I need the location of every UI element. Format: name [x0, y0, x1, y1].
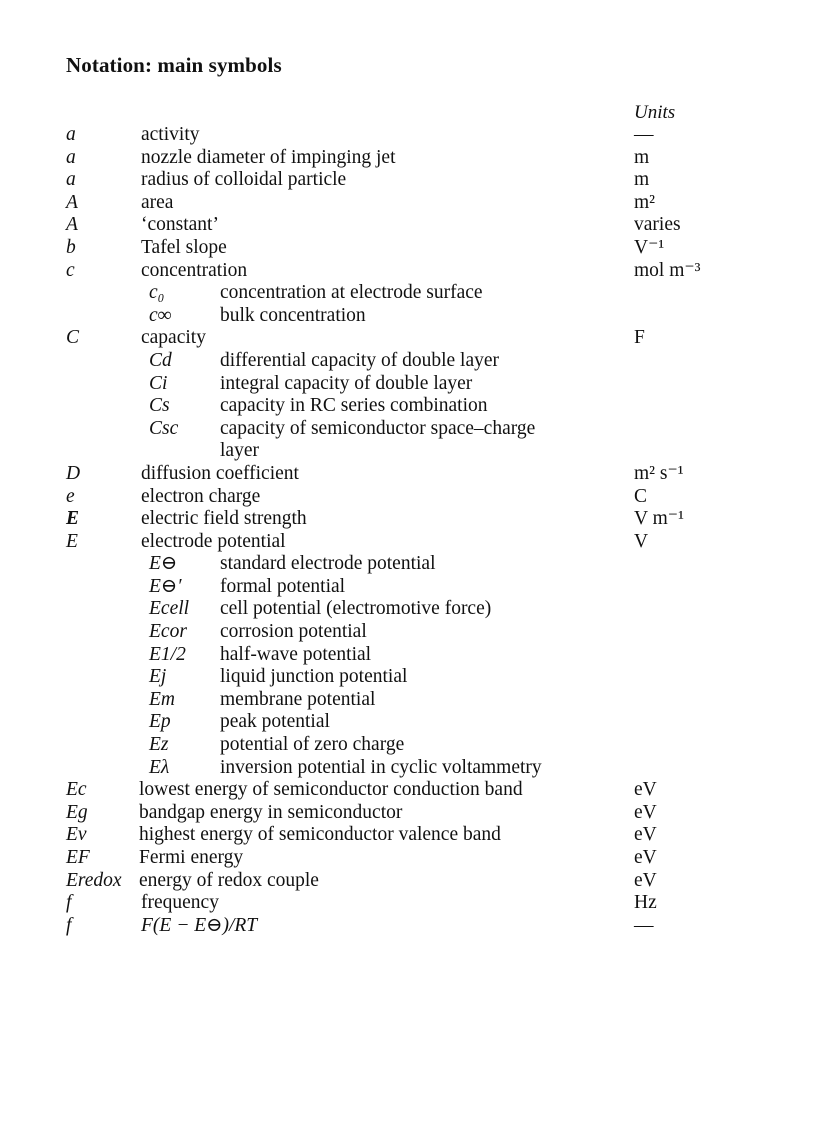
units-column-header: Units [634, 102, 676, 123]
unit: V m⁻¹ [634, 508, 684, 530]
unit: m² s⁻¹ [634, 462, 684, 484]
unit: Hz [634, 892, 657, 914]
description: electrode potential [141, 530, 286, 552]
table-row [0, 395, 816, 418]
table-row [0, 915, 816, 938]
unit: — [634, 124, 654, 145]
description: formal potential [220, 575, 346, 597]
unit: — [634, 914, 654, 936]
description: capacity of semiconductor space–charge [220, 417, 536, 439]
table-row [0, 779, 816, 802]
symbol: Csc [149, 417, 179, 439]
description: Fermi energy [139, 847, 244, 868]
symbol: a [66, 124, 76, 145]
description: energy of redox couple [139, 869, 319, 891]
table-row [0, 757, 816, 780]
table-row [0, 553, 816, 576]
description: concentration [141, 259, 248, 281]
symbol: Eλ [149, 756, 170, 778]
table-row [0, 214, 816, 237]
description: capacity in RC series combination [220, 395, 488, 417]
symbol: Em [149, 688, 175, 710]
description: membrane potential [220, 688, 376, 710]
table-row [0, 711, 816, 734]
description: Tafel slope [141, 236, 227, 258]
symbol: b [66, 236, 76, 258]
description: bulk concentration [220, 304, 366, 326]
table-row [0, 870, 816, 893]
description: cell potential (electromotive force) [220, 598, 492, 620]
symbol: c [66, 259, 75, 281]
table-row [0, 598, 816, 621]
description: electric field strength [141, 508, 307, 530]
symbol: a [66, 146, 76, 168]
unit: eV [634, 847, 657, 868]
symbol: Ez [149, 734, 169, 756]
symbol: a [66, 169, 76, 191]
description: ‘constant’ [141, 214, 219, 236]
description: differential capacity of double layer [220, 349, 500, 371]
description: concentration at electrode surface [220, 282, 483, 304]
table-row [0, 576, 816, 599]
description: electron charge [141, 485, 261, 507]
table-row [0, 802, 816, 825]
description: potential of zero charge [220, 734, 405, 756]
table-row [0, 463, 816, 486]
page-title: Notation: main symbols [66, 53, 282, 77]
symbol: Eg [66, 801, 88, 823]
table-row [0, 666, 816, 689]
symbol: E⊖ [149, 553, 178, 575]
description: standard electrode potential [220, 553, 436, 575]
symbol: Ec [66, 779, 87, 801]
table-row [0, 327, 816, 350]
symbol: f [66, 914, 72, 936]
description: corrosion potential [220, 621, 367, 643]
description: lowest energy of semiconductor conduction band [139, 779, 523, 801]
unit: eV [634, 779, 657, 801]
notation-table [0, 124, 816, 937]
symbol: Ci [149, 372, 168, 394]
table-row [0, 440, 816, 463]
table-row [0, 237, 816, 260]
unit: varies [634, 214, 681, 236]
table-row [0, 689, 816, 712]
symbol: Ep [149, 711, 171, 733]
table-row [0, 305, 816, 328]
table-row [0, 734, 816, 757]
table-row [0, 531, 816, 554]
symbol: f [66, 892, 72, 914]
table-row [0, 486, 816, 509]
symbol: e [66, 485, 75, 507]
symbol: Cd [149, 349, 172, 371]
symbol: Cs [149, 395, 170, 417]
unit: m [634, 169, 650, 191]
unit: V [634, 530, 649, 552]
table-row [0, 169, 816, 192]
table-row [0, 147, 816, 170]
table-row [0, 621, 816, 644]
symbol: Ecor [149, 621, 187, 643]
table-row [0, 373, 816, 396]
unit: eV [634, 824, 657, 846]
description: layer [220, 440, 259, 462]
description: inversion potential in cyclic voltammetry [220, 756, 542, 778]
table-row [0, 350, 816, 373]
description: nozzle diameter of impinging jet [141, 146, 396, 168]
symbol: E [66, 530, 78, 552]
table-row [0, 418, 816, 441]
unit: C [634, 485, 648, 507]
symbol: D [66, 462, 81, 484]
description: bandgap energy in semiconductor [139, 801, 403, 823]
symbol: Ej [149, 666, 167, 688]
symbol: EF [66, 847, 90, 868]
table-row [0, 892, 816, 915]
table-row [0, 508, 816, 531]
unit: mol m⁻³ [634, 259, 701, 281]
table-row [0, 847, 816, 870]
table-row [0, 824, 816, 847]
unit: m² [634, 191, 656, 213]
symbol: c₀ [149, 282, 165, 304]
description: liquid junction potential [220, 666, 408, 688]
description: activity [141, 124, 200, 145]
description: diffusion coefficient [141, 462, 299, 484]
description: half-wave potential [220, 643, 372, 665]
description: frequency [141, 892, 219, 914]
unit: m [634, 146, 650, 168]
unit: eV [634, 869, 657, 891]
description: F(E − E⊖)/RT [141, 914, 258, 936]
symbol: c∞ [149, 304, 172, 326]
table-row [0, 644, 816, 667]
symbol: A [66, 214, 78, 236]
unit: F [634, 327, 645, 349]
table-row [0, 282, 816, 305]
symbol: Ev [66, 824, 87, 846]
symbol: Ecell [149, 598, 190, 620]
description: area [141, 191, 174, 213]
description: highest energy of semiconductor valence band [139, 824, 501, 846]
symbol: E1/2 [149, 643, 186, 665]
description: peak potential [220, 711, 330, 733]
table-row [0, 260, 816, 283]
description: capacity [141, 327, 206, 349]
symbol: A [66, 191, 78, 213]
unit: eV [634, 801, 657, 823]
symbol: E [66, 508, 80, 530]
description: radius of colloidal particle [141, 169, 347, 191]
symbol: C [66, 327, 80, 349]
unit: V⁻¹ [634, 236, 665, 258]
table-row [0, 124, 816, 147]
description: integral capacity of double layer [220, 372, 473, 394]
symbol: Eredox [66, 869, 122, 891]
table-row [0, 192, 816, 215]
symbol: E⊖′ [149, 575, 182, 597]
